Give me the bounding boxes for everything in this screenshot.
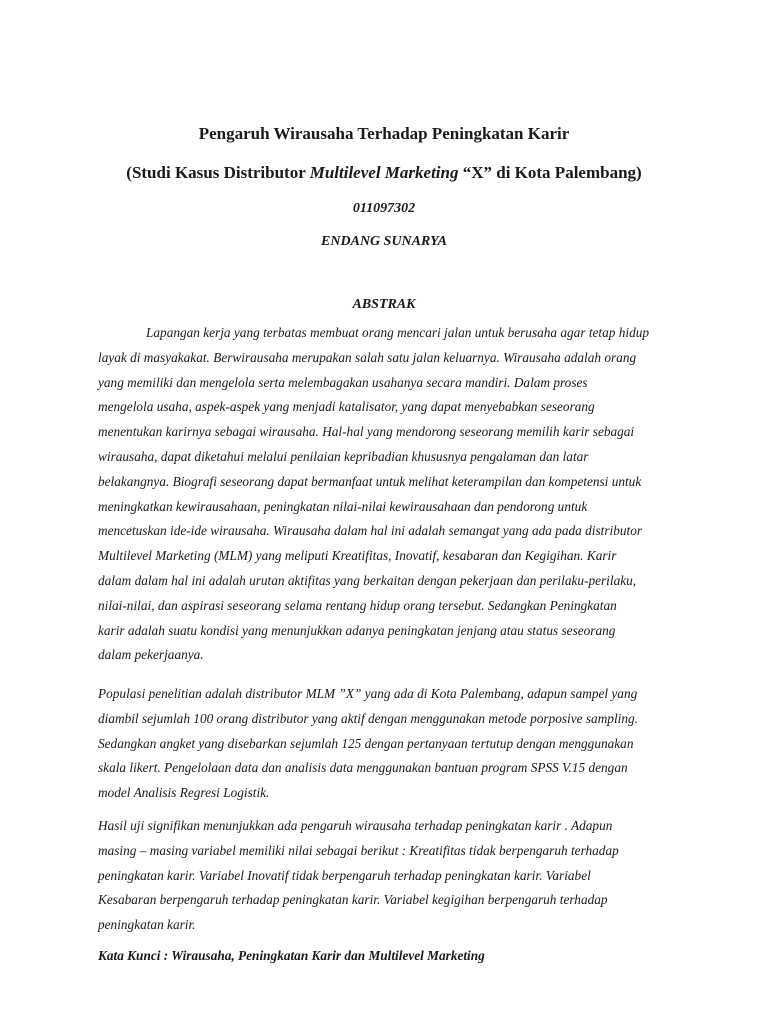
student-id: 011097302 bbox=[352, 201, 416, 216]
paragraph-line: peningkatan karir. bbox=[98, 917, 196, 933]
paragraph-line: peningkatan karir. Variabel Inovatif tidak berpengaruh terhadap peningkatan karir. Variabel bbox=[98, 867, 591, 883]
keywords: Kata Kunci : Wirausaha, Peningkatan Karir dan Multilevel Marketing bbox=[98, 948, 485, 963]
abstract-paragraph-2 bbox=[98, 682, 688, 806]
abstract-heading: ABSTRAK bbox=[352, 297, 416, 312]
paragraph-line: diambil sejumlah 100 orang distributor yang aktif dengan menggunakan metode porposive sampling. bbox=[98, 710, 638, 726]
paragraph-line: menentukan karirnya sebagai wirausaha. Hal-hal yang mendorong seseorang memilih karir sebagai bbox=[98, 424, 635, 440]
paragraph-line: Hasil uji signifikan menunjukkan ada pengaruh wirausaha terhadap peningkatan karir . Adapun bbox=[98, 818, 613, 833]
paragraph-line: skala likert. Pengelolaan data dan analisis data menggunakan bantuan program SPSS V.15 dengan bbox=[98, 760, 628, 776]
paragraph-line: masing – masing variabel memiliki nilai sebagai berikut : Kreatifitas tidak berpengaruh terhadap bbox=[98, 842, 619, 858]
author-name: ENDANG SUNARYA bbox=[321, 234, 447, 249]
paragraph-line: belakangnya. Biografi seseorang dapat bermanfaat untuk melihat keterampilan dan kompetensi untuk bbox=[98, 473, 642, 489]
paragraph-line: layak di masyakakat. Berwirausaha merupakan salah satu jalan keluarnya. Wirausaha adalah orang bbox=[98, 349, 637, 365]
subtitle-prefix: (Studi Kasus Distributor bbox=[126, 163, 310, 182]
paragraph-line: dalam pekerjaanya. bbox=[98, 647, 204, 663]
paragraph-line: Sedangkan angket yang disebarkan sejumlah 125 dengan pertanyaan tertutup dengan menggunakan bbox=[98, 735, 634, 751]
paragraph-line: yang memiliki dan mengelola serta melembagakan usahanya secara mandiri. Dalam proses bbox=[98, 374, 588, 390]
subtitle-emphasis: Multilevel Marketing bbox=[309, 163, 459, 182]
paragraph-line: wirausaha, dapat diketahui melalui penilaian kepribadian khususnya pengalaman dan latar bbox=[98, 448, 589, 464]
paragraph-line: Populasi penelitian adalah distributor MLM ”X” yang ada di Kota Palembang, adapun sampel yang bbox=[98, 686, 638, 701]
paragraph-line: karir adalah suatu kondisi yang menunjukkan adanya peningkatan jenjang atau status seseorang bbox=[98, 622, 616, 638]
paper-subtitle bbox=[0, 163, 768, 183]
paragraph-line: Multilevel Marketing (MLM) yang meliputi Kreatifitas, Inovatif, kesabaran dan Kegigihan. Karir bbox=[98, 548, 617, 564]
paragraph-line: nilai-nilai, dan aspirasi seseorang selama rentang hidup orang tersebut. Sedangkan Peningkatan bbox=[98, 597, 617, 613]
paper-title: Pengaruh Wirausaha Terhadap Peningkatan Karir bbox=[198, 124, 570, 143]
paragraph-line: model Analisis Regresi Logistik. bbox=[98, 785, 270, 801]
abstract-paragraph-1 bbox=[98, 321, 688, 668]
abstract-paragraph-3 bbox=[98, 814, 688, 938]
subtitle-suffix: “X” di Kota Palembang) bbox=[458, 163, 642, 182]
paragraph-line: mengelola usaha, aspek-aspek yang menjadi katalisator, yang dapat menyebabkan seseorang bbox=[98, 399, 595, 415]
paragraph-line: dalam dalam hal ini adalah urutan aktifitas yang berkaitan dengan pekerjaan dan perilaku-perilaku, bbox=[98, 572, 637, 588]
paragraph-line: meningkatkan kewirausahaan, peningkatan nilai-nilai kewirausahaan dan pendorong untuk bbox=[98, 498, 588, 514]
paragraph-line: mencetuskan ide-ide wirausaha. Wirausaha dalam hal ini adalah semangat yang ada pada distributor bbox=[98, 523, 643, 539]
paragraph-line: Kesabaran berpengaruh terhadap peningkatan karir. Variabel kegigihan berpengaruh terhadap bbox=[98, 892, 608, 908]
paragraph-line: Lapangan kerja yang terbatas membuat orang mencari jalan untuk berusaha agar tetap hidup bbox=[146, 325, 650, 340]
